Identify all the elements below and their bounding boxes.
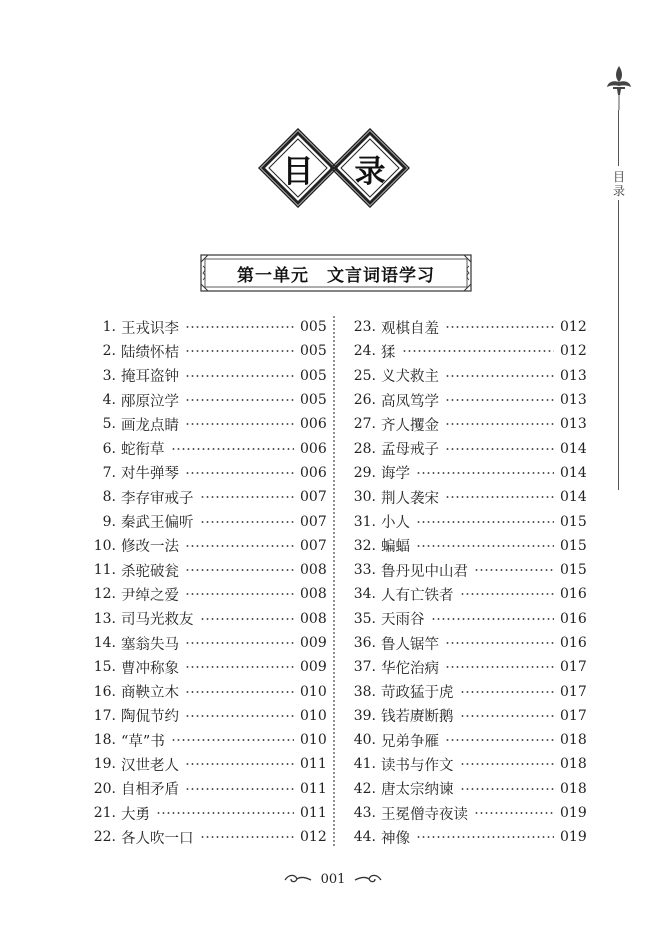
toc-leader-dots [460,788,555,790]
toc-entry-number: 21. [93,805,116,822]
toc-entry-number: 19. [93,756,116,773]
toc-entry[interactable] [346,509,586,533]
toc-entry[interactable] [346,436,586,460]
toc-entry-page: 015 [560,562,587,579]
toc-leader-dots [185,399,294,401]
toc-column-right [346,315,586,850]
toc-entry-page: 012 [560,343,587,360]
toc-entry-page: 012 [300,829,327,846]
toc-entry[interactable] [346,728,586,752]
toc-entry-page: 007 [300,537,327,554]
toc-entry[interactable] [86,364,326,388]
toc-entry-number: 40. [353,732,376,749]
toc-entry[interactable] [86,825,326,849]
toc-entry-page: 008 [300,562,327,579]
toc-leader-dots [445,496,554,498]
toc-leader-dots [445,666,554,668]
toc-entry[interactable] [346,752,586,776]
toc-entry-title: 陶侃节约 [121,709,179,726]
toc-entry[interactable] [346,704,586,728]
toc-entry-title: 观棋自羞 [381,320,439,337]
toc-entry-title: 诲学 [381,466,410,483]
toc-entry-number: 18. [93,732,116,749]
toc-entry-number: 14. [93,635,116,651]
toc-entry[interactable] [346,801,586,825]
toc-entry[interactable] [346,655,586,679]
toc-entry[interactable] [86,752,326,776]
toc-leader-dots [185,593,294,595]
toc-entry-number: 2. [102,343,116,360]
toc-entry[interactable] [346,825,586,849]
toc-leader-dots [416,521,554,523]
toc-entry-page: 012 [560,319,587,336]
toc-entry[interactable] [86,509,326,533]
toc-leader-dots [185,326,294,328]
unit-heading: 第一单元 文言词语学习 [237,265,435,286]
toc-entry-title: 小人 [381,515,410,532]
toc-leader-dots [185,472,294,474]
toc-entry-title: “草”书 [121,733,165,750]
toc-entry-number: 6. [102,440,116,457]
toc-entry-number: 24. [353,343,376,360]
toc-entry-page: 013 [560,416,587,433]
page-title [258,128,408,208]
toc-leader-dots [200,521,295,523]
toc-entry[interactable] [86,436,326,460]
toc-leader-dots [460,763,555,765]
toc-entry-page: 017 [560,707,587,724]
toc-entry-title: 尹绰之爱 [121,587,179,604]
toc-leader-dots [474,812,554,814]
toc-entry-number: 4. [102,392,116,409]
toc-entry-number: 9. [102,513,116,530]
toc-leader-dots [431,618,555,620]
toc-entry-number: 1. [102,319,116,336]
toc-leader-dots [445,739,554,741]
toc-leader-dots [402,350,555,352]
toc-leader-dots [171,448,295,450]
toc-entry[interactable] [86,412,326,436]
toc-column-left [86,315,326,850]
title-diamond-frame [258,128,338,208]
toc-entry[interactable] [346,582,586,606]
toc-entry-title: 大勇 [121,806,150,823]
toc-entry-page: 011 [300,780,327,797]
toc-leader-dots [445,642,554,644]
title-char-first: 目 [282,153,314,190]
toc-entry-number: 42. [353,780,376,797]
toc-entry-number: 32. [353,537,376,554]
toc-entry-number: 15. [93,659,116,676]
toc-entry-page: 007 [300,513,327,530]
toc-entry-page: 018 [560,780,587,797]
toc-entry[interactable] [346,461,586,485]
toc-entry-number: 26. [353,392,376,409]
toc-entry[interactable] [86,388,326,412]
toc-leader-dots [156,812,294,814]
toc-entry[interactable] [346,412,586,436]
toc-leader-dots [185,763,294,765]
toc-entry-page: 009 [300,659,327,676]
toc-entry-page: 018 [560,732,587,749]
title-diamond-frame [330,128,410,208]
toc-entry-number: 12. [93,586,116,603]
toc-entry[interactable] [346,364,586,388]
toc-leader-dots [185,545,294,547]
toc-entry[interactable] [346,631,586,655]
toc-entry[interactable] [346,339,586,363]
toc-leader-dots [416,472,554,474]
toc-entry-title: 曹冲称象 [121,660,179,677]
toc-entry-title: 汉世老人 [121,757,179,774]
side-rule-top [618,110,619,166]
toc-entry-title: 蝙蝠 [381,539,410,556]
toc-entry[interactable] [86,801,326,825]
toc-entry-number: 27. [353,416,376,433]
toc-entry-number: 29. [353,464,376,481]
toc-entry-title: 掩耳盗钟 [121,369,179,386]
toc-entry-title: 邴原泣学 [121,393,179,410]
toc-entry-title: 华佗治病 [381,660,439,677]
toc-entry-page: 017 [560,683,587,700]
toc-entry-page: 007 [300,489,327,506]
page-footer [283,870,383,890]
toc-entry-number: 38. [353,683,376,700]
toc-entry[interactable] [86,655,326,679]
toc-entry-number: 13. [93,610,116,627]
toc-entry-title: 画龙点睛 [121,417,179,434]
toc-entry[interactable] [346,679,586,703]
toc-entry-title: 对牛弹琴 [121,466,179,483]
toc-entry-title: 神像 [381,830,410,847]
toc-entry-number: 37. [353,659,376,676]
toc-entry-page: 010 [300,732,327,749]
toc-entry-page: 005 [300,319,327,336]
toc-entry[interactable] [86,485,326,509]
toc-entry-title: 苛政猛于虎 [381,685,454,702]
toc-entry-title: 司马光救友 [121,612,194,629]
toc-leader-dots [185,666,294,668]
toc-entry[interactable] [346,558,586,582]
toc-entry[interactable] [86,461,326,485]
toc-entry-number: 7. [102,464,116,481]
toc-entry-page: 008 [300,586,327,603]
unit-heading-banner [200,254,472,292]
toc-entry-number: 30. [353,489,376,506]
toc-entry-number: 28. [353,440,376,457]
fleur-ornament-icon [604,62,634,110]
toc-entry-number: 44. [353,829,376,846]
toc-entry-number: 20. [93,780,116,797]
toc-entry[interactable] [346,534,586,558]
toc-leader-dots [200,618,295,620]
toc-entry-number: 33. [353,562,376,579]
toc-entry-title: 兄弟争雁 [381,733,439,750]
toc-entry-number: 16. [93,683,116,700]
toc-entry[interactable] [346,485,586,509]
toc-entry-page: 011 [300,805,327,822]
toc-entry-page: 011 [300,756,327,773]
toc-entry-page: 010 [300,683,327,700]
toc-entry-title: 王冕僧寺夜读 [381,806,468,823]
toc-entry-page: 016 [560,586,587,603]
toc-entry-title: 荆人袭宋 [381,490,439,507]
toc-leader-dots [445,375,554,377]
toc-entry-page: 015 [560,537,587,554]
toc-entry-title: 塞翁失马 [121,636,179,653]
toc-entry-page: 005 [300,367,327,384]
toc-entry-title: 商鞅立木 [121,685,179,702]
toc-entry[interactable] [86,339,326,363]
toc-leader-dots [185,569,294,571]
toc-leader-dots [185,715,294,717]
toc-entry-page: 006 [300,464,327,481]
toc-leader-dots [171,739,294,741]
toc-entry-page: 009 [300,635,327,651]
toc-entry-page: 016 [560,635,587,651]
toc-entry[interactable] [86,534,326,558]
toc-entry-page: 016 [560,610,587,627]
toc-leader-dots [185,642,294,644]
toc-leader-dots [445,448,554,450]
toc-entry-page: 005 [300,392,327,409]
toc-entry[interactable] [346,607,586,631]
toc-leader-dots [185,788,294,790]
toc-entry-number: 10. [93,537,116,554]
toc-entry-title: 唐太宗纳谏 [381,782,454,799]
toc-entry-title: 蛇衔草 [121,442,165,459]
toc-entry-title: 各人吹一口 [121,830,194,847]
toc-entry-page: 019 [560,805,587,822]
toc-entry-title: 李存审戒子 [121,490,194,507]
toc-entry-page: 013 [560,367,587,384]
toc-entry-page: 017 [560,659,587,676]
side-rule-bottom [618,200,619,490]
toc-leader-dots [200,496,295,498]
page-number: 001 [320,872,346,887]
toc-entry-page: 010 [300,707,327,724]
column-divider [333,316,335,846]
toc-entry[interactable] [86,607,326,631]
toc-entry-number: 5. [102,416,116,433]
toc-entry-page: 013 [560,392,587,409]
toc-entry-number: 34. [353,586,376,603]
toc-leader-dots [460,691,555,693]
toc-entry-page: 005 [300,343,327,360]
toc-entry-number: 35. [353,610,376,627]
toc-entry-title: 孟母戒子 [381,442,439,459]
toc-entry-page: 018 [560,756,587,773]
toc-entry-title: 鲁人锯竿 [381,636,439,653]
toc-entry-number: 23. [353,319,376,336]
toc-entry-title: 鲁丹见中山君 [381,563,468,580]
title-char-second: 录 [354,153,386,190]
toc-entry[interactable] [86,582,326,606]
toc-entry[interactable] [86,558,326,582]
toc-entry[interactable] [346,388,586,412]
toc-leader-dots [185,350,294,352]
toc-entry[interactable] [86,777,326,801]
toc-leader-dots [185,691,294,693]
toc-leader-dots [416,545,554,547]
toc-entry-number: 39. [353,707,376,724]
toc-entry-page: 019 [560,829,587,846]
toc-entry[interactable] [86,631,326,655]
side-tab-label: 目录 [612,170,625,198]
toc-entry-title: 齐人攫金 [381,417,439,434]
toc-leader-dots [416,836,554,838]
toc-leader-dots [460,715,555,717]
toc-leader-dots [200,836,295,838]
toc-entry-title: 高凤笃学 [381,393,439,410]
toc-entry[interactable] [346,315,586,339]
toc-entry-title: 读书与作文 [381,757,454,774]
toc-entry[interactable] [346,777,586,801]
toc-entry-number: 41. [353,756,376,773]
toc-entry[interactable] [86,728,326,752]
toc-entry[interactable] [86,315,326,339]
toc-leader-dots [445,326,554,328]
toc-entry-title: 秦武王偏听 [121,515,194,532]
toc-entry-number: 36. [353,635,376,651]
toc-entry-page: 014 [560,440,587,457]
toc-entry-title: 陆绩怀桔 [121,344,179,361]
toc-entry-number: 8. [102,489,116,506]
toc-entry-number: 22. [93,829,116,846]
toc-entry-title: 钱若赓断鹅 [381,709,454,726]
toc-entry[interactable] [86,704,326,728]
toc-leader-dots [460,593,555,595]
toc-entry-title: 义犬救主 [381,369,439,386]
toc-leader-dots [445,423,554,425]
toc-entry-title: 修改一法 [121,539,179,556]
toc-entry-number: 43. [353,805,376,822]
toc-entry[interactable] [86,679,326,703]
toc-entry-title: 人有亡铁者 [381,587,454,604]
toc-leader-dots [185,423,294,425]
toc-entry-title: 杀驼破瓮 [121,563,179,580]
toc-entry-number: 25. [353,367,376,384]
toc-entry-page: 006 [300,440,327,457]
toc-leader-dots [474,569,554,571]
toc-leader-dots [445,399,554,401]
toc-entry-page: 014 [560,489,587,506]
toc-entry-page: 014 [560,464,587,481]
toc-entry-page: 006 [300,416,327,433]
toc-entry-title: 王戎识李 [121,320,179,337]
toc-entry-title: 猱 [381,344,396,361]
toc-leader-dots [185,375,294,377]
toc-entry-page: 015 [560,513,587,530]
toc-entry-page: 008 [300,610,327,627]
toc-entry-number: 3. [102,367,116,384]
toc-entry-title: 天雨谷 [381,612,425,629]
toc-entry-number: 17. [93,707,116,724]
toc-entry-title: 自相矛盾 [121,782,179,799]
toc-entry-number: 11. [93,562,116,579]
toc-entry-number: 31. [353,513,376,530]
